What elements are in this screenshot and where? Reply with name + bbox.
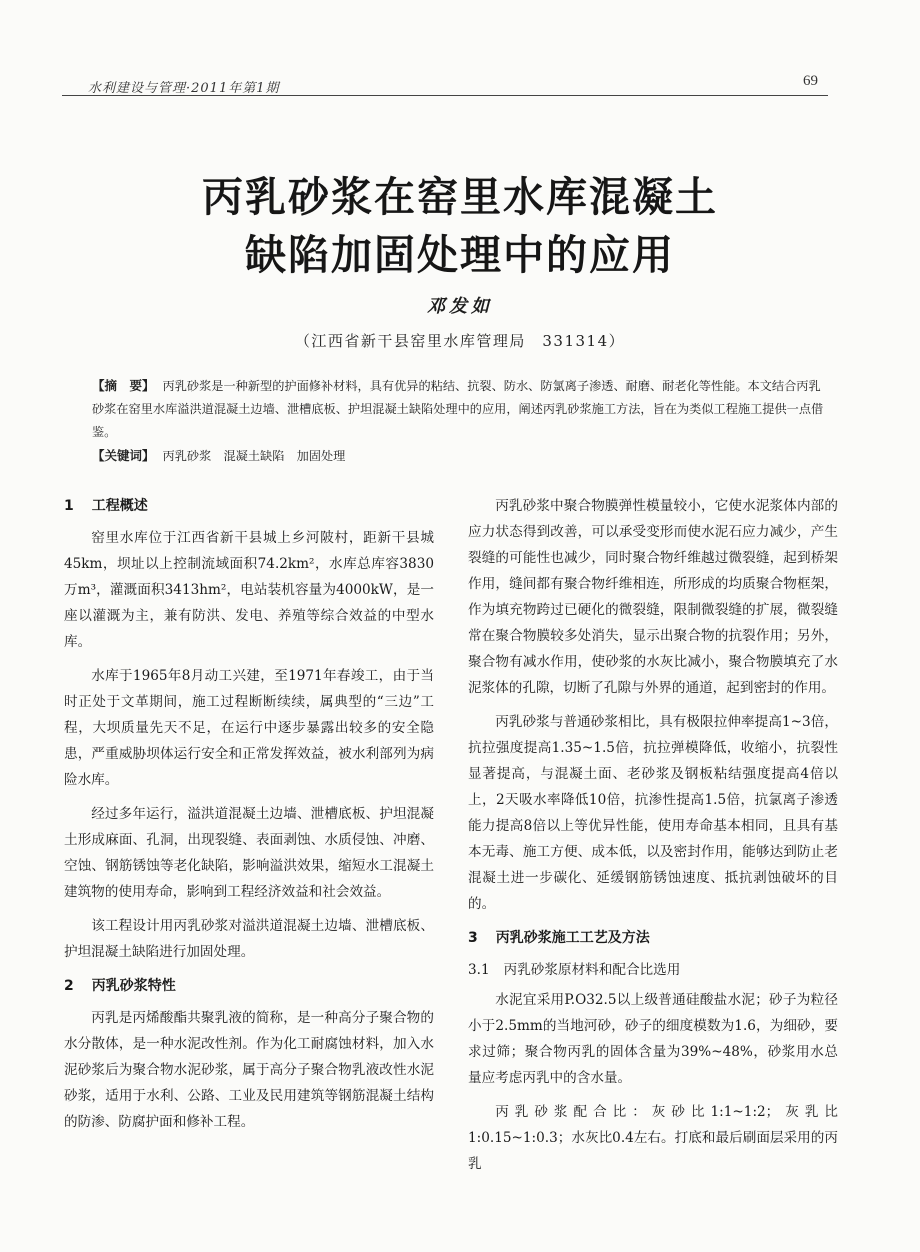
section-2-number: 2	[64, 978, 74, 994]
journal-name: 水利建设与管理·2011年第1期	[88, 81, 280, 96]
section-1-paragraph-2: 水库于1965年8月动工兴建，至1971年春竣工，由于当时正处于文革期间，施工过程断断续续，属典型的“三边”工程，大坝质量先天不足，在运行中逐步暴露出较多的安全隐患，严重威胁坝体运行安全和正常发挥效益，被水利部列为病险水库。	[64, 668, 434, 788]
subsection-3-1-number: 3.1	[468, 962, 490, 978]
section-3-paragraph-1: 水泥宜采用P.O32.5以上级普通硅酸盐水泥；砂子为粒径小于2.5mm的当地河砂，砂子的细度模数为1.6，为细砂，要求过筛；聚合物丙乳的固体含量为39%~48%，砂浆用水总量应考虑丙乳中的含水量。	[468, 992, 838, 1086]
section-1-paragraph-3: 经过多年运行，溢洪道混凝土边墙、泄槽底板、护坦混凝土形成麻面、孔洞，出现裂缝、表面剥蚀、水质侵蚀、冲磨、空蚀、钢筋锈蚀等老化缺陷，影响溢洪效果，缩短水工混凝土建筑物的使用寿命，影响到工程经济效益和社会效益。	[64, 806, 434, 900]
abstract-label: 【摘 要】	[92, 378, 155, 393]
section-2-paragraph-2: 丙乳砂浆中聚合物膜弹性模量较小，它使水泥浆体内部的应力状态得到改善，可以承受变形而使水泥石应力减少，产生裂缝的可能性也减少，同时聚合物纤维越过微裂缝，起到桥架作用，缝间都有聚合物纤维相连，所形成的均质聚合物框架，作为填充物跨过已硬化的微裂缝，限制微裂缝的扩展，微裂缝常在聚合物膜较多处消失，显示出聚合物的抗裂作用；另外，聚合物有减水作用，使砂浆的水灰比减小，聚合物膜填充了水泥浆体的孔隙，切断了孔隙与外界的通道，起到密封的作用。	[468, 498, 838, 696]
section-1-paragraph-4: 该工程设计用丙乳砂浆对溢洪道混凝土边墙、泄槽底板、护坦混凝土缺陷进行加固处理。	[64, 918, 434, 960]
section-2-paragraph-3: 丙乳砂浆与普通砂浆相比，具有极限拉伸率提高1~3倍，抗拉强度提高1.35~1.5倍，抗拉弹模降低，收缩小，抗裂性显著提高，与混凝土面、老砂浆及钢板粘结强度提高4倍以上，2天吸水率降低10倍，抗渗性提高1.5倍，抗氯离子渗透能力提高8倍以上等优异性能，使用寿命基本相同，且具有基本无毒、施工方便、成本低，以及密封作用，能够达到防止老混凝土进一步碳化、延缓钢筋锈蚀速度、抵抗剥蚀破坏的目的。	[468, 714, 838, 912]
section-3-paragraph-2: 丙乳砂浆配合比：灰砂比1:1~1:2；灰乳比1:0.15~1:0.3；水灰比0.4左右。打底和最后刷面层采用的丙乳	[468, 1104, 838, 1172]
section-1-title: 工程概述	[91, 498, 148, 514]
section-1-paragraph-1: 窑里水库位于江西省新干县城上乡河陂村，距新干县城45km，坝址以上控制流域面积74.2km²，水库总库容3830万m³，灌溉面积3413hm²，电站装机容量为4000kW，是一座以灌溉为主，兼有防洪、发电、养殖等综合效益的中型水库。	[64, 530, 434, 650]
abstract-block	[92, 374, 832, 468]
section-2-title: 丙乳砂浆特性	[91, 978, 176, 994]
section-1-number: 1	[64, 498, 74, 514]
section-2-heading	[64, 973, 434, 999]
right-column	[468, 493, 838, 1185]
section-2-paragraph-1: 丙乳是丙烯酸酯共聚乳液的简称，是一种高分子聚合物的水分散体，是一种水泥改性剂。作为化工耐腐蚀材料，加入水泥砂浆后为聚合物水泥砂浆，属于高分子聚合物乳液改性水泥砂浆，适用于水利、公路、工业及民用建筑等钢筋混凝土结构的防渗、防腐护面和修补工程。	[64, 1010, 434, 1130]
section-3-title: 丙乳砂浆施工工艺及方法	[495, 930, 650, 946]
keywords-paragraph	[92, 444, 832, 468]
section-3-heading	[468, 925, 838, 951]
page-number: 69	[803, 73, 818, 89]
header-rule	[62, 95, 828, 96]
abstract-paragraph	[92, 374, 832, 444]
article-title-line-1: 丙乳砂浆在窑里水库混凝土	[202, 173, 718, 221]
keywords-text: 丙乳砂浆 混凝土缺陷 加固处理	[162, 449, 346, 463]
abstract-text: 丙乳砂浆是一种新型的护面修补材料，具有优异的粘结、抗裂、防水、防氯离子渗透、耐磨、耐老化等性能。本文结合丙乳砂浆在窑里水库溢洪道混凝土边墙、泄槽底板、护坦混凝土缺陷处理中的应用，阐述丙乳砂浆施工方法，旨在为类似工程施工提供一点借鉴。	[92, 379, 824, 439]
section-1-heading	[64, 493, 434, 519]
article-title-line-2: 缺陷加固处理中的应用	[245, 231, 675, 279]
subsection-3-1-heading	[468, 957, 838, 983]
subsection-3-1-title: 丙乳砂浆原材料和配合比选用	[503, 962, 681, 978]
left-column	[64, 493, 434, 1143]
section-3-number: 3	[468, 930, 478, 946]
author-name: 邓发如	[427, 296, 493, 317]
keywords-label: 【关键词】	[92, 448, 155, 463]
author-affiliation: （江西省新干县窑里水库管理局 331314）	[294, 332, 626, 350]
running-header	[62, 73, 828, 99]
